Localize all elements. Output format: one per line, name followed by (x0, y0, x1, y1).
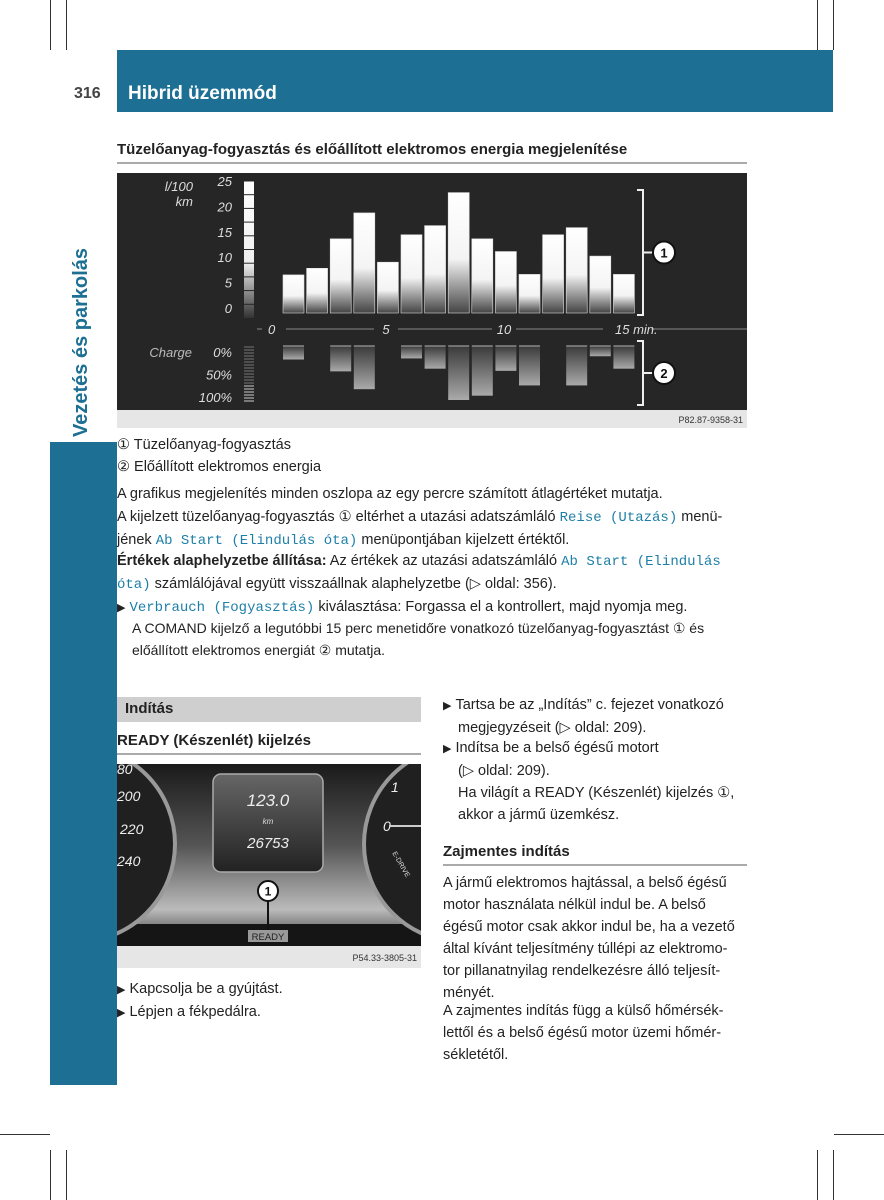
paragraph: A grafikus megjelenítés minden oszlopa az egy percre számított átlagértéket mutatja. (117, 486, 663, 502)
paragraph-line: A zajmentes indítás függ a külső hőmérsék- (443, 1003, 724, 1019)
trip-unit: km (262, 817, 274, 826)
fuel-bar (307, 268, 328, 313)
crop-mark (66, 0, 67, 50)
step-result: Ha világít a READY (Készenlét) kijelzés (458, 785, 718, 801)
paragraph-line: lettől és a belső égésű motor üzemi hőmér- (443, 1025, 722, 1041)
section-box-title: Indítás (125, 700, 174, 717)
callout-2: ② (117, 459, 130, 475)
charge-bar (590, 346, 611, 356)
paragraph-line: sékletétől. (443, 1047, 509, 1063)
page-title: Hibrid üzemmód (128, 83, 277, 104)
fuel-bar (590, 256, 611, 313)
figure-code: P54.33-3805-31 (352, 953, 417, 963)
paragraph-line: által kívánt teljesítmény túllépi az elektromo- (443, 941, 728, 957)
fuel-bar (354, 213, 375, 313)
legend-item (117, 434, 291, 456)
callout-1: 1 (264, 884, 272, 899)
fuel-bar (283, 275, 304, 313)
callout-1: ① (338, 509, 352, 525)
y-tick-label: 0 (224, 301, 232, 316)
divider (117, 162, 747, 164)
step-result: akkor a jármű üzemkész. (458, 807, 620, 823)
paragraph (443, 1000, 753, 1066)
crop-mark (817, 0, 818, 50)
callout-1: ① (717, 785, 731, 801)
subheading: Zajmentes indítás (443, 843, 570, 860)
step-text: megjegyzéseit (▷ oldal: 209). (458, 720, 647, 736)
text: és (685, 620, 705, 636)
sidebar-section-label: Vezetés és parkolás (70, 247, 92, 437)
y-axis-unit: l/100 (164, 179, 193, 194)
text: , (730, 785, 735, 801)
text: menü- (677, 509, 723, 525)
text: Az értékek az utazási adatszámláló (326, 553, 562, 569)
gauge-label: 0 (383, 818, 391, 834)
charge-bar (401, 346, 422, 358)
text: eltérhet a utazási adatszámláló (351, 509, 560, 525)
section-heading: Tüzelőanyag-fogyasztás és előállított elektromos energia megjelenítése (117, 141, 628, 158)
paragraph-line: ményét. (443, 985, 495, 1001)
menu-reference-link[interactable]: Ab Start (Elindulás óta) (155, 533, 358, 549)
text: kiválasztása: Forgassa el a kontrollert, majd nyomja meg. (314, 599, 688, 615)
charge-label: Charge (149, 345, 192, 360)
fuel-bar (543, 235, 564, 313)
callout-2-number: 2 (660, 366, 668, 381)
trip-value: 123.0 (246, 791, 290, 810)
fuel-bar (566, 228, 587, 313)
text: előállított elektromos energiát (132, 642, 319, 658)
callout-1-number: 1 (660, 245, 668, 261)
step-result (117, 617, 772, 661)
crop-mark (66, 1150, 67, 1200)
step-text: Indítsa be a belső égésű motort (455, 740, 659, 756)
paragraph (443, 872, 753, 1004)
gauge-label: 80 (117, 764, 133, 777)
edrive-label: E-DRIVE (390, 850, 411, 879)
subheading: READY (Készenlét) kijelzés (117, 732, 311, 749)
crop-mark (834, 1134, 884, 1135)
menu-reference-link[interactable]: Verbrauch (Fogyasztás) (129, 600, 315, 616)
bold-label: Értékek alaphelyzetbe állítása: (117, 553, 327, 569)
step (117, 978, 283, 1001)
bullet-triangle-icon: ▶ (117, 602, 126, 614)
crop-mark (817, 1150, 818, 1200)
callout-2: ② (318, 642, 332, 658)
y-tick-label: 20 (217, 199, 232, 215)
y-axis-unit: km (175, 194, 193, 209)
charge-bar (613, 346, 634, 369)
caption-strip (117, 410, 747, 428)
charge-bar (519, 346, 540, 385)
charge-bar (425, 346, 446, 369)
fuel-bar (330, 239, 351, 313)
charge-bar (566, 346, 587, 385)
gauge-label: 1 (391, 779, 399, 795)
charge-bar (448, 346, 469, 400)
instrument-cluster-figure (117, 764, 421, 968)
charge-bar (330, 346, 351, 371)
charge-bar (354, 346, 375, 389)
crop-mark (833, 0, 834, 50)
legend-text: Tüzelőanyag-fogyasztás (133, 437, 291, 453)
menu-reference-link[interactable]: óta) (117, 577, 151, 593)
ready-indicator: READY (251, 932, 285, 943)
paragraph-line: tor pillanatnyilag rendelkezésre álló teljesít- (443, 963, 721, 979)
x-tick-label: 15 min. (615, 322, 658, 337)
page-number: 316 (74, 85, 101, 102)
charge-bar (283, 346, 304, 360)
text: menüpontjában kijelzett értéktől. (357, 532, 570, 548)
sidebar-tab (50, 442, 117, 1085)
odometer-value: 26753 (247, 835, 289, 852)
menu-reference-link[interactable]: Reise (Utazás) (559, 510, 678, 526)
y-tick-label: 15 (217, 224, 232, 240)
divider (117, 753, 421, 755)
y-tick-label: 5 (224, 275, 232, 291)
y-tick-label: 10 (217, 250, 232, 266)
charge-tick-label: 50% (205, 367, 232, 383)
charge-tick-label: 0% (213, 345, 232, 360)
step (117, 1001, 261, 1024)
text: A COMAND kijelző a legutóbbi 15 perc menetidőre vonatkozó tüzelőanyag-fogyasztást (132, 620, 673, 636)
figure-code: P82.87-9358-31 (678, 415, 743, 425)
charge-tick-label: 100% (198, 390, 232, 405)
step (443, 737, 753, 826)
callout-1: ① (117, 437, 130, 453)
fuel-bar (401, 235, 422, 313)
step-text: (▷ oldal: 209). (458, 763, 550, 779)
crop-mark (50, 1150, 51, 1200)
gauge-label: 200 (117, 788, 141, 804)
fuel-bar (613, 274, 634, 313)
fuel-bar (519, 274, 540, 313)
fuel-bar (495, 252, 516, 313)
x-tick-label: 0 (268, 322, 276, 337)
legend-item (117, 456, 321, 478)
text: mutatja. (331, 642, 386, 658)
bullet-triangle-icon: ▶ (117, 1007, 126, 1019)
divider (443, 864, 747, 866)
fuel-bar (472, 239, 493, 313)
legend-text: Előállított elektromos energia (134, 459, 322, 475)
charge-bar (495, 346, 516, 371)
gauge-label: 220 (120, 821, 144, 837)
x-tick-label: 5 (382, 322, 390, 337)
fuel-consumption-chart (117, 173, 747, 428)
step (443, 694, 753, 739)
charge-bar (472, 346, 493, 396)
page-header (117, 50, 833, 112)
paragraph (117, 506, 757, 552)
crop-mark (833, 1150, 834, 1200)
fuel-bar (425, 226, 446, 313)
step (117, 596, 757, 619)
text: jének (117, 532, 156, 548)
bullet-triangle-icon: ▶ (443, 700, 452, 712)
y-tick-label: 25 (217, 174, 232, 189)
fuel-bar (377, 262, 398, 313)
menu-reference-link[interactable]: Ab Start (Elindulás (561, 554, 721, 570)
paragraph (117, 550, 757, 596)
step-text: Tartsa be az „Indítás” c. fejezet vonatkozó (455, 697, 724, 713)
crop-mark (50, 0, 51, 50)
paragraph-line: égésű motor csak akkor indul be, ha a vezető (443, 919, 735, 935)
fuel-bar (448, 193, 469, 313)
step-text: Lépjen a fékpedálra. (129, 1004, 261, 1020)
text: számlálójával együtt visszaállnak alaphelyzetbe (▷ oldal: 356). (150, 576, 557, 592)
bullet-triangle-icon: ▶ (117, 984, 126, 996)
paragraph-line: A jármű elektromos hajtással, a belső égésű (443, 875, 727, 891)
text: A kijelzett tüzelőanyag-fogyasztás (117, 509, 339, 525)
section-box (117, 697, 421, 722)
gauge-label: 240 (117, 853, 141, 869)
callout-1: ① (672, 620, 686, 636)
paragraph-line: motor használata nélkül indul be. A belső (443, 897, 706, 913)
x-tick-label: 10 (496, 322, 512, 337)
bullet-triangle-icon: ▶ (443, 743, 452, 755)
crop-mark (0, 1134, 50, 1135)
step-text: Kapcsolja be a gyújtást. (129, 981, 283, 997)
